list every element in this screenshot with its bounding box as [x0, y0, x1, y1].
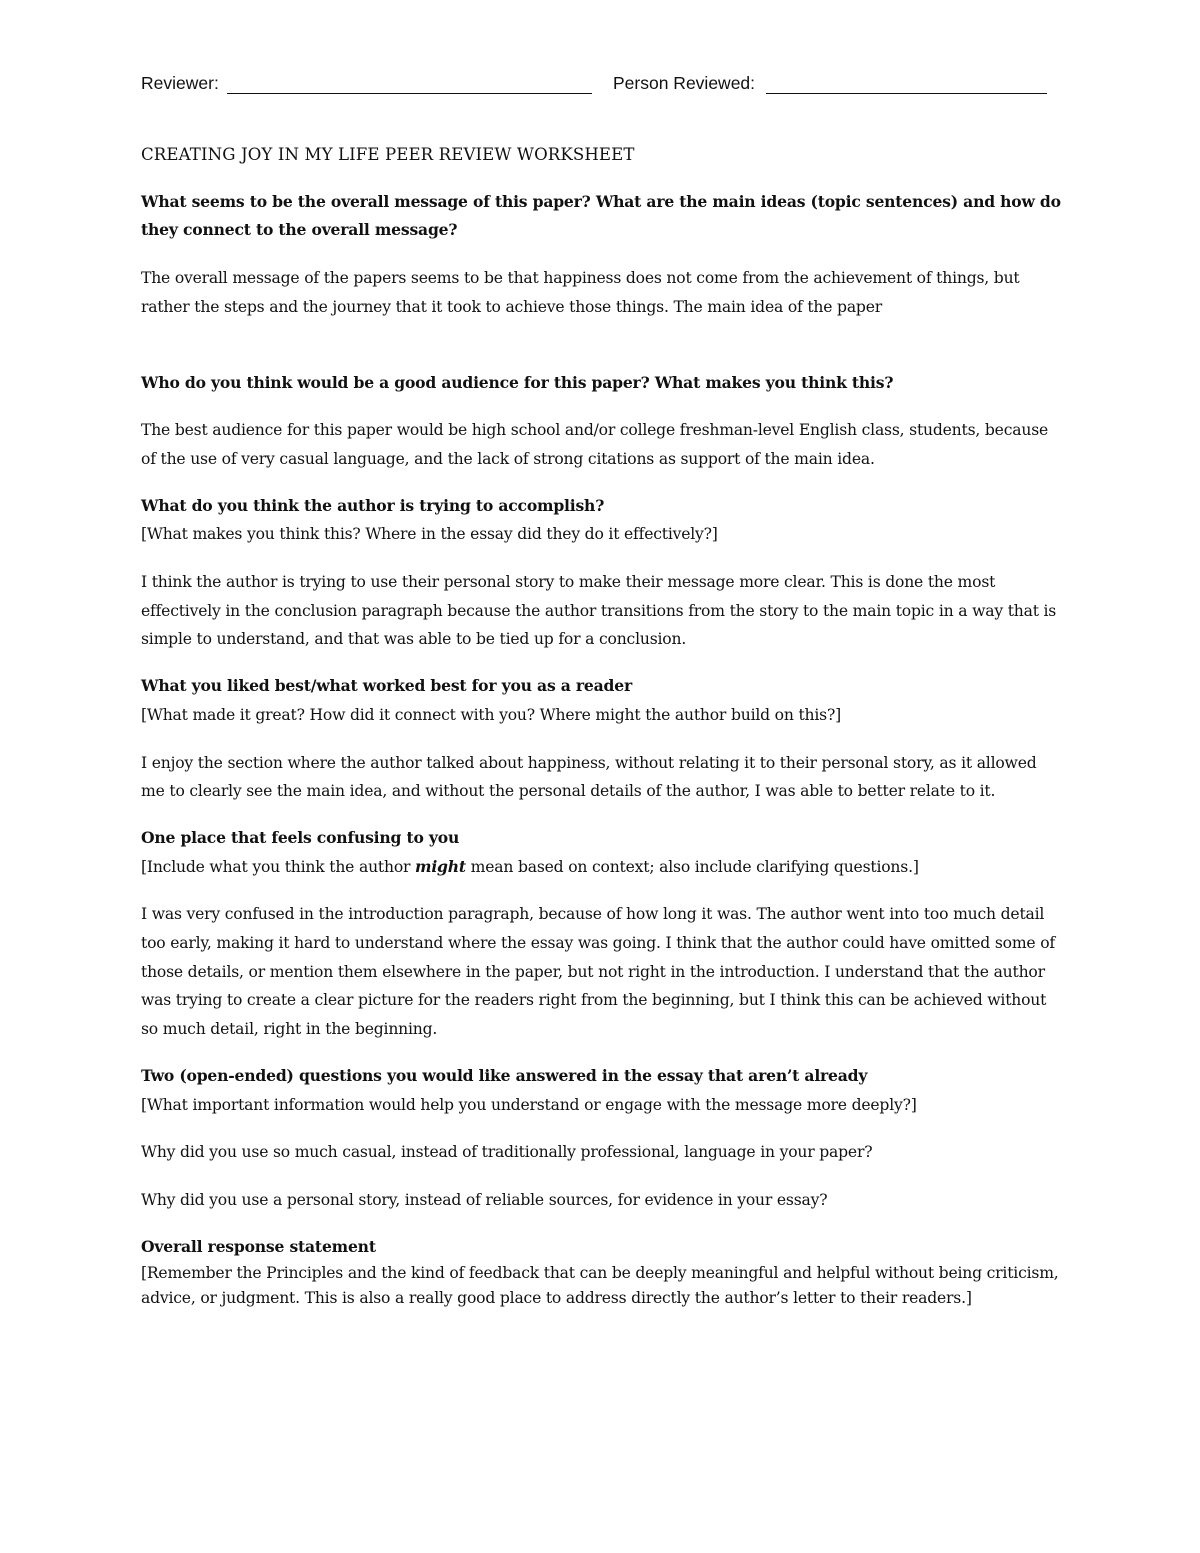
- question-accomplish: What do you think the author is trying to accomplish?: [141, 495, 605, 515]
- hint-overall-response: [Remember the Principles and the kind of feedback that can be deeply meaningful and helpful without being criticism, advice, or judgment. This is also a really good place to address directly the author’s letter to their readers.]: [141, 1264, 1059, 1307]
- answer-confusing: I was very confused in the introduction paragraph, because of how long it was. The author went into too much detail too early, making it hard to understand where the essay was going. I think that the author could have omitted some of those details, or mention them elsewhere in the paper, but not right in the introduction. I understand that the author was trying to create a clear picture for the readers right from the beginning, but I think this can be achieved without so much detail, right in the beginning.: [141, 905, 1055, 1039]
- hint-confusing-end: mean based on context; also include clarifying questions.]: [465, 857, 919, 876]
- question-confusing: One place that feels confusing to you: [141, 827, 460, 847]
- page-title: CREATING JOY IN MY LIFE PEER REVIEW WORKSHEET: [141, 145, 635, 164]
- hint-confusing: [141, 853, 1061, 882]
- answer-overall-message: The overall message of the papers seems to be that happiness does not come from the achievement of things, but rather the steps and the journey that it took to achieve those things. The main idea of the paper: [141, 269, 1020, 316]
- hint-accomplish: [What makes you think this? Where in the essay did they do it effectively?]: [141, 525, 718, 544]
- question-overall-message: What seems to be the overall message of this paper? What are the main ideas (topic sentences) and how do they connect to the overall message?: [141, 191, 1061, 240]
- reviewer-label: Reviewer:: [141, 73, 219, 93]
- header: [141, 73, 1051, 99]
- worksheet-body: [141, 141, 1061, 1310]
- answer-open-ended-2: Why did you use a personal story, instead of reliable sources, for evidence in your essay?: [141, 1190, 828, 1209]
- hint-confusing-start: [Include what you think the author: [141, 857, 416, 876]
- answer-open-ended-1: Why did you use so much casual, instead of traditionally professional, language in your paper?: [141, 1143, 873, 1162]
- question-liked-best: What you liked best/what worked best for you as a reader: [141, 676, 632, 696]
- answer-liked-best: I enjoy the section where the author talked about happiness, without relating it to their personal story, as it allowed me to clearly see the main idea, and without the personal details of the author, I was able to better relate to it.: [141, 753, 1037, 801]
- reviewer-field[interactable]: [227, 93, 592, 94]
- question-overall-response: Overall response statement: [141, 1236, 376, 1256]
- question-open-ended: Two (open-ended) questions you would like answered in the essay that aren’t already: [141, 1065, 868, 1085]
- answer-audience: The best audience for this paper would be high school and/or college freshman-level English class, students, because of the use of very casual language, and the lack of strong citations as support of the main idea.: [141, 421, 1049, 468]
- reviewed-label: Person Reviewed:: [613, 73, 756, 93]
- hint-open-ended: [What important information would help you understand or engage with the message more deeply?]: [141, 1095, 917, 1114]
- question-audience: Who do you think would be a good audience for this paper? What makes you think this?: [141, 372, 894, 392]
- hint-emphasis: might: [415, 856, 466, 876]
- answer-accomplish: I think the author is trying to use their personal story to make their message more clear. This is done the most effectively in the conclusion paragraph because the author transitions from the story to the main topic in a way that is simple to understand, and that was able to be tied up for a conclusion.: [141, 573, 1057, 649]
- hint-liked-best: [What made it great? How did it connect with you? Where might the author build on this?]: [141, 705, 842, 724]
- reviewed-field[interactable]: [766, 93, 1047, 94]
